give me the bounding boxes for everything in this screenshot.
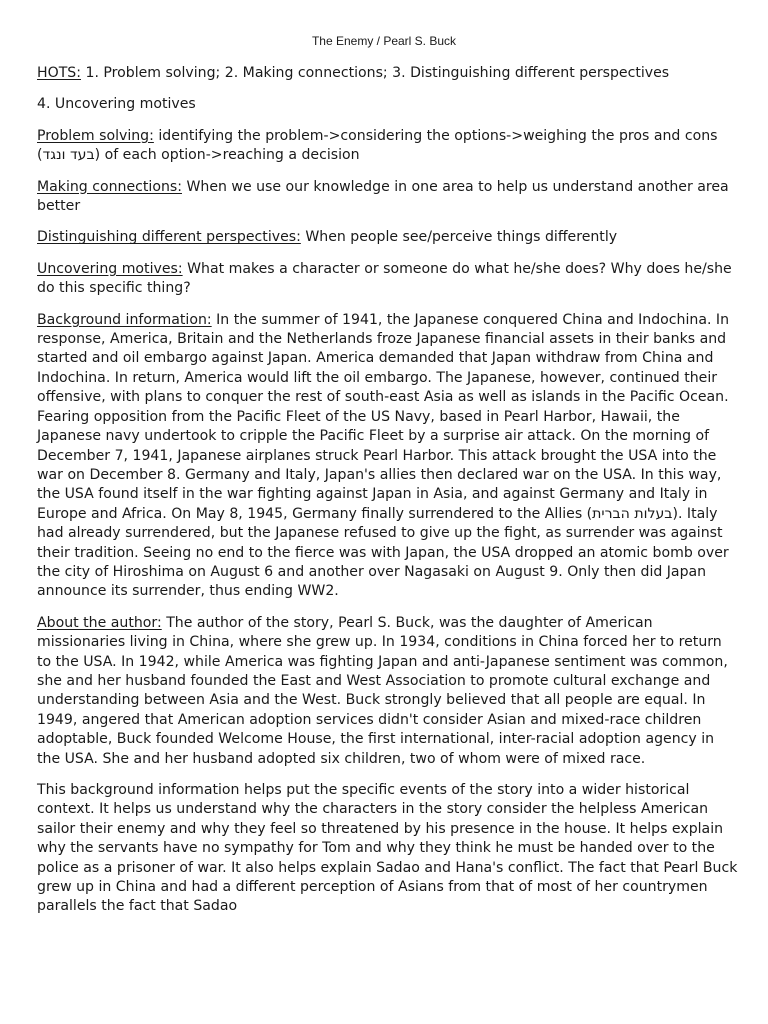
- background-text-a: In the summer of 1941, the Japanese conquered China and Indochina. In response, America, Britain and the Netherlands froze Japanese financial assets in their banks and started and oil embargo against Japan. America demanded that Japan withdraw from China and Indochina. In return, America would lift the oil embargo. The Japanese, however, continued their offensive, with plans to conquer the rest of south-east Asia as well as islands in the Pacific Ocean. Fearing opposition from the Pacific Fleet of the US Navy, based in Pearl Harbor, Hawaii, the Japanese navy undertook to cripple the Pacific Fleet by a surprise air attack. On the morning of December 7, 1941, Japanese airplanes struck Pearl Harbor. This attack brought the USA into the war on December 8. Germany and Italy, Japan's allies then declared war on the USA. In this way, the USA found itself in the war fighting against Japan in Asia, and against Germany and Italy in Europe and Africa. On May 8, 1945, Germany finally surrendered to the Allies (: [37, 311, 730, 522]
- uncovering-motives-paragraph: [37, 260, 738, 299]
- distinguishing-label: Distinguishing different perspectives:: [37, 229, 301, 246]
- background-text-b: ). Italy had already surrendered, but the Japanese refused to give up the fight, as surrender was against their tradition. Seeing no end to the fierce was with Japan, the USA dropped an atomic bomb over the city of Hiroshima on August 6 and another over Nagasaki on August 9. Only then did Japan announce its surrender, thus ending WW2.: [37, 505, 729, 600]
- making-connections-paragraph: [37, 178, 738, 217]
- page-title: The Enemy / Pearl S. Buck: [311, 34, 457, 48]
- background-label: Background information:: [37, 311, 212, 328]
- context-paragraph: This background information helps put the specific events of the story into a wider historical context. It helps us understand why the characters in the story consider the helpless American sailor their enemy and why they feel so threatened by his presence in the house. It helps explain why the servants have no sympathy for Tom and why they think he must be handed over to the police as a prisoner of war. It also helps explain Sadao and Hana's conflict. The fact that Pearl Buck grew up in China and had a different perception of Asians from that of most of her countrymen parallels the fact that Sadao: [37, 782, 738, 915]
- author-label: About the author:: [37, 614, 162, 631]
- hots-paragraph: [37, 64, 738, 83]
- problem-solving-text-a: identifying the problem->considering the options->weighing the pros and cons (: [37, 127, 718, 164]
- distinguishing-paragraph: [37, 228, 738, 247]
- background-paragraph: [37, 311, 738, 602]
- problem-solving-paragraph: [37, 127, 738, 166]
- author-paragraph: [37, 614, 738, 769]
- hots-label: HOTS:: [37, 65, 81, 81]
- hots-text: 1. Problem solving; 2. Making connections; 3. Distinguishing different perspectives: [81, 65, 670, 81]
- document-body: [37, 64, 738, 929]
- problem-solving-text-b: ) of each option->reaching a decision: [94, 147, 360, 164]
- background-hebrew: בעלות הברית: [592, 505, 673, 522]
- distinguishing-text: When people see/perceive things differently: [300, 229, 618, 246]
- hots-item-4: 4. Uncovering motives: [37, 96, 196, 113]
- uncovering-motives-label: Uncovering motives:: [37, 260, 183, 277]
- making-connections-label: Making connections:: [37, 178, 182, 195]
- uncovering-motives-text: What makes a character or someone do what he/she does? Why does he/she do this specific thing?: [37, 260, 732, 297]
- problem-solving-label: Problem solving:: [37, 127, 154, 144]
- author-text: The author of the story, Pearl S. Buck, was the daughter of American missionaries living in China, where she grew up. In 1934, conditions in China forced her to return to the USA. In 1942, while America was fighting Japan and anti-Japanese sentiment was common, she and her husband founded the East and West Association to promote cultural exchange and understanding between Asia and the West. Buck strongly believed that all people are equal. In 1949, angered that American adoption services didn't consider Asian and mixed-race children adoptable, Buck founded Welcome House, the first international, inter-racial adoption agency in the USA. She and her husband adopted six children, two of whom were of mixed race.: [37, 614, 728, 767]
- problem-solving-hebrew: בעד ונגד: [42, 147, 95, 164]
- making-connections-text: When we use our knowledge in one area to help us understand another area better: [37, 178, 729, 215]
